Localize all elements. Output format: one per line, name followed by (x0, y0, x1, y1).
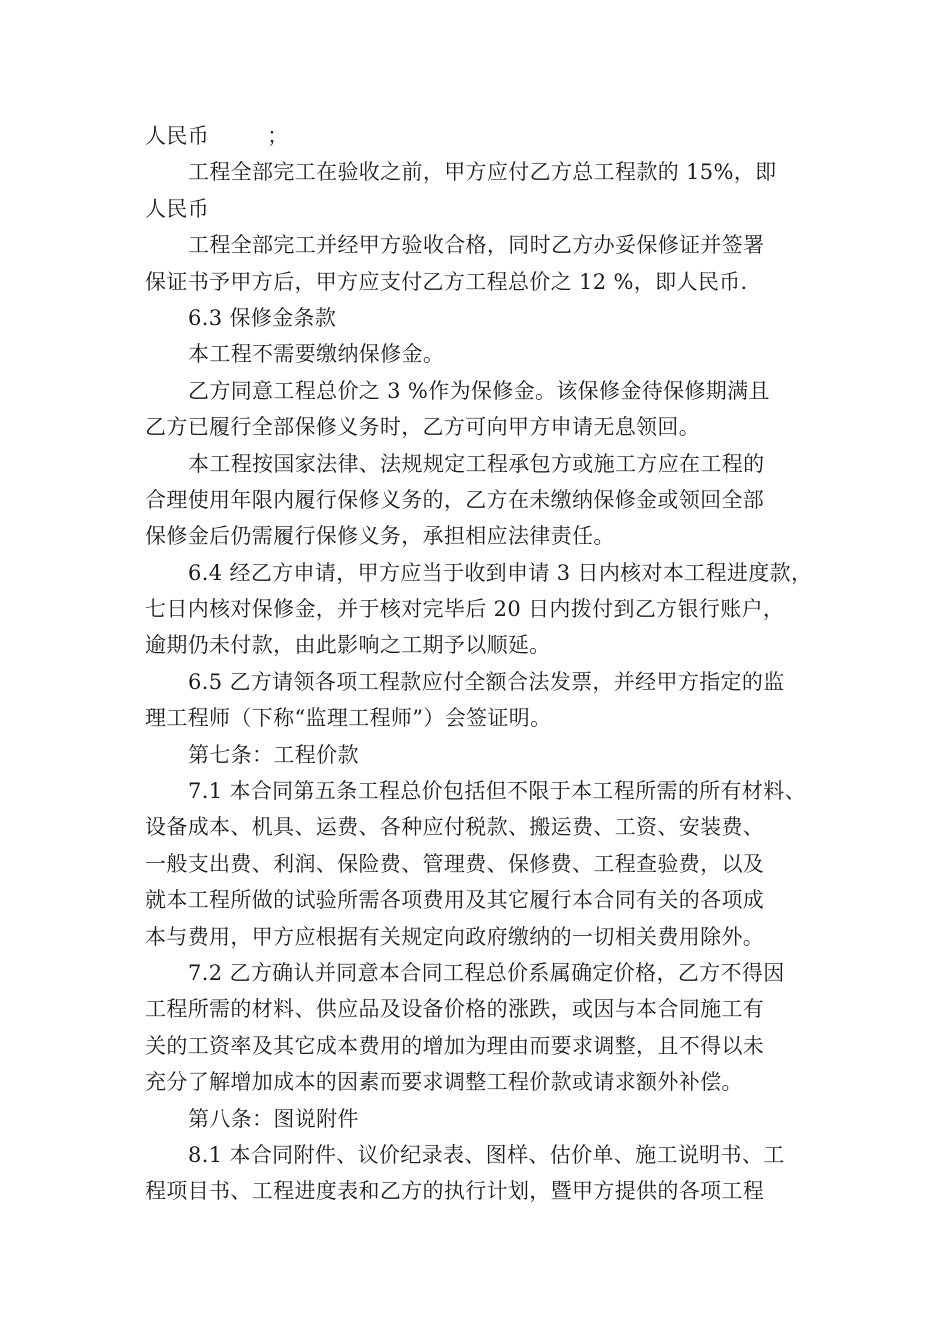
text-line: 本与费用，甲方应根据有关规定向政府缴纳的一切相关费用除外。 (145, 924, 765, 949)
text-line: 一般支出费、利润、保险费、管理费、保修费、工程查验费，以及 (145, 851, 765, 876)
text-line: 人民币 ； (145, 124, 289, 148)
text-line: 设备成本、机具、运费、各种应付税款、搬运费、工资、安装费、 (145, 815, 765, 840)
text-line: 理工程师（下称“监理工程师”）会签证明。 (145, 706, 552, 731)
text-line: 8.1 本合同附件、议价纪录表、图样、估价单、施工说明书、工 (188, 1142, 785, 1167)
text-line: 保证书予甲方后，甲方应支付乙方工程总价之 12 %，即人民币. (145, 269, 748, 294)
text-line: 工程全部完工并经甲方验收合格，同时乙方办妥保修证并签署 (188, 233, 765, 258)
text-line: 合理使用年限内履行保修义务的，乙方在未缴纳保修金或领回全部 (145, 487, 765, 512)
text-line: 6.4 经乙方申请，甲方应当于收到申请 3 日内核对本工程进度款， (188, 560, 813, 585)
semicolon: ； (267, 124, 289, 148)
section-heading: 6.3 保修金条款 (188, 305, 337, 330)
text-line: 保修金后仍需履行保修义务，承担相应法律责任。 (145, 524, 615, 549)
contract-body-text (145, 118, 817, 1210)
text-line: 逾期仍未付款，由此影响之工期予以顺延。 (145, 633, 551, 658)
text-line: 七日内核对保修金，并于核对完毕后 20 日内拨付到乙方银行账户， (145, 597, 785, 622)
text-line: 程项目书、工程进度表和乙方的执行计划，暨甲方提供的各项工程 (145, 1179, 765, 1204)
text-line: 人民币 (145, 196, 210, 221)
text-line: 就本工程所做的试验所需各项费用及其它履行本合同有关的各项成 (145, 888, 765, 913)
text-line: 本工程按国家法律、法规规定工程承包方或施工方应在工程的 (188, 451, 765, 476)
text-line: 6.5 乙方请领各项工程款应付全额合法发票，并经甲方指定的监 (188, 669, 785, 694)
text-line: 工程全部完工在验收之前，甲方应付乙方总工程款的 15%，即 (188, 160, 777, 185)
text-line: 7.2 乙方确认并同意本合同工程总价系属确定价格，乙方不得因 (188, 960, 785, 985)
article-heading: 第七条：工程价款 (188, 742, 359, 767)
text-line: 乙方同意工程总价之 3 %作为保修金。该保修金待保修期满且 (188, 378, 770, 403)
text-line: 本工程不需要缴纳保修金。 (188, 342, 445, 367)
text-line: 乙方已履行全部保修义务时，乙方可向甲方申请无息领回。 (145, 415, 701, 440)
text-line: 工程所需的材料、供应品及设备价格的涨跌，或因与本合同施工有 (145, 997, 765, 1022)
text-line: 充分了解增加成本的因素而要求调整工程价款或请求额外补偿。 (145, 1070, 743, 1095)
article-heading: 第八条：图说附件 (188, 1106, 359, 1131)
text-line: 7.1 本合同第五条工程总价包括但不限于本工程所需的所有材料、 (188, 779, 806, 804)
text-line: 关的工资率及其它成本费用的增加为理由而要求调整，且不得以未 (145, 1033, 765, 1058)
